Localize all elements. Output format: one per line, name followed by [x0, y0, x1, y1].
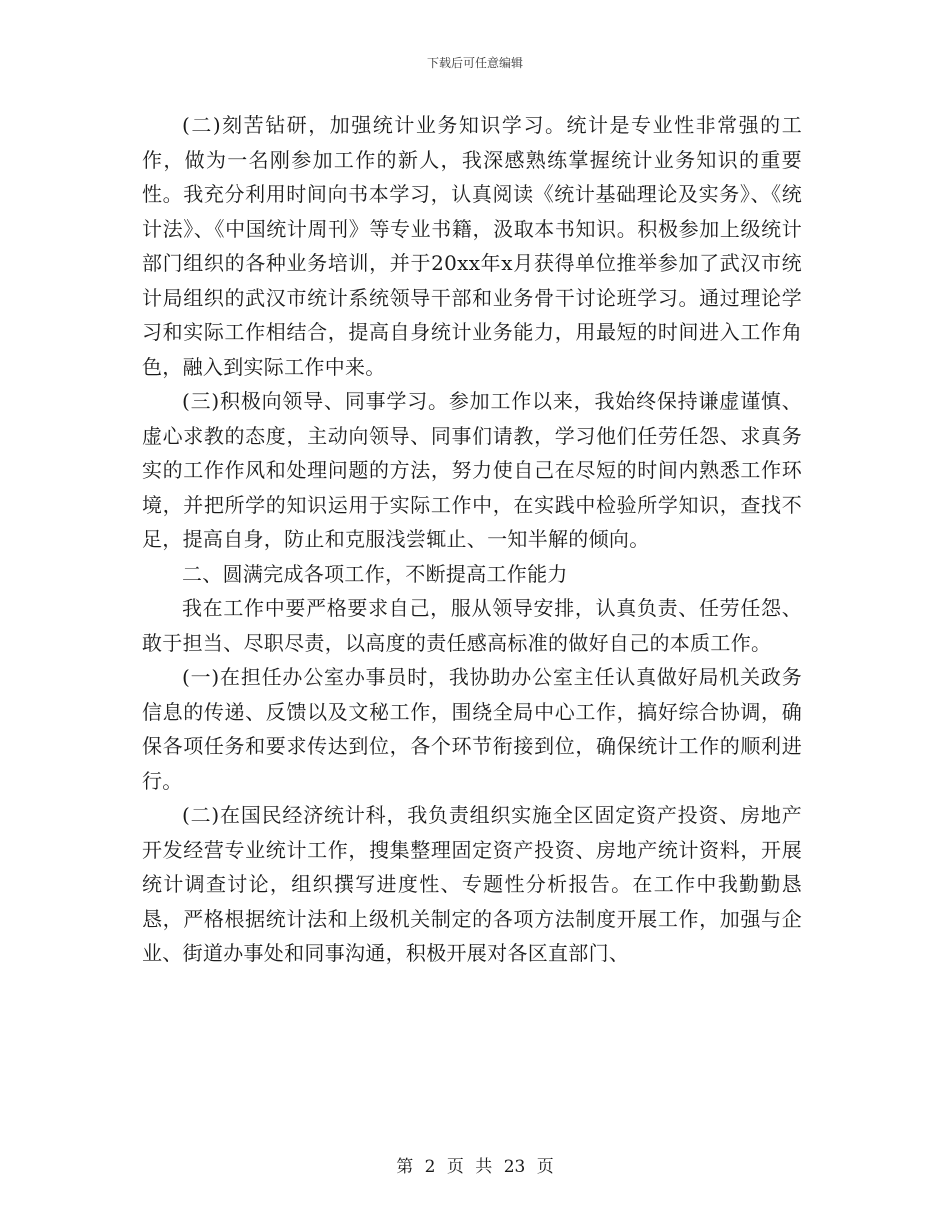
paragraph-learn-from-colleagues: (三)积极向领导、同事学习。参加工作以来，我始终保持谦虚谨慎、虚心求教的态度，主动向领导、同事们请教，学习他们任劳任怨、求真务实的工作作风和处理问题的方法，努力使自己在尽短的时间内熟悉工作环境，并把所学的知识运用于实际工作中，在实践中检验所学知识，查找不足，提高自身，防止和克服浅尝辄止、一知半解的倾向。: [142, 389, 802, 551]
paragraph-economic-statistics: (二)在国民经济统计科，我负责组织实施全区固定资产投资、房地产开发经营专业统计工作，搜集整理固定资产投资、房地产统计资料，开展统计调查讨论，组织撰写进度性、专题性分析报告。在工作中我勤勤恳恳，严格根据统计法和上级机关制定的各项方法制度开展工作，加强与企业、街道办事处和同事沟通，积极开展对各区直部门、: [142, 803, 802, 965]
page-footer: 第 2 页 共 23 页: [396, 1157, 554, 1177]
page-header: 下载后可任意编辑: [426, 56, 523, 70]
paragraph-self-discipline: 我在工作中要严格要求自己，服从领导安排，认真负责、任劳任怨、敢于担当、尽职尽责，以高度的责任感高标准的做好自己的本质工作。: [142, 596, 802, 655]
section-heading-work-ability: 二、圆满完成各项工作，不断提高工作能力: [182, 561, 568, 586]
paragraph-office-clerk: (一)在担任办公室办事员时，我协助办公室主任认真做好局机关政务信息的传递、反馈以及文秘工作，围绕全局中心工作，搞好综合协调，确保各项任务和要求传达到位，各个环节衔接到位，确保统计工作的顺利进行。: [142, 665, 802, 793]
paragraph-study-statistics: (二)刻苦钻研，加强统计业务知识学习。统计是专业性非常强的工作，做为一名刚参加工作的新人，我深感熟练掌握统计业务知识的重要性。我充分利用时间向书本学习，认真阅读《统计基础理论及实务》、《统计法》、《中国统计周刊》等专业书籍，汲取本书知识。积极参加上级统计部门组织的各种业务培训，并于20xx年x月获得单位推举参加了武汉市统计局组织的武汉市统计系统领导干部和业务骨干讨论班学习。通过理论学习和实际工作相结合，提高自身统计业务能力，用最短的时间进入工作角色，融入到实际工作中来。: [142, 113, 802, 379]
document-body: [142, 108, 802, 971]
